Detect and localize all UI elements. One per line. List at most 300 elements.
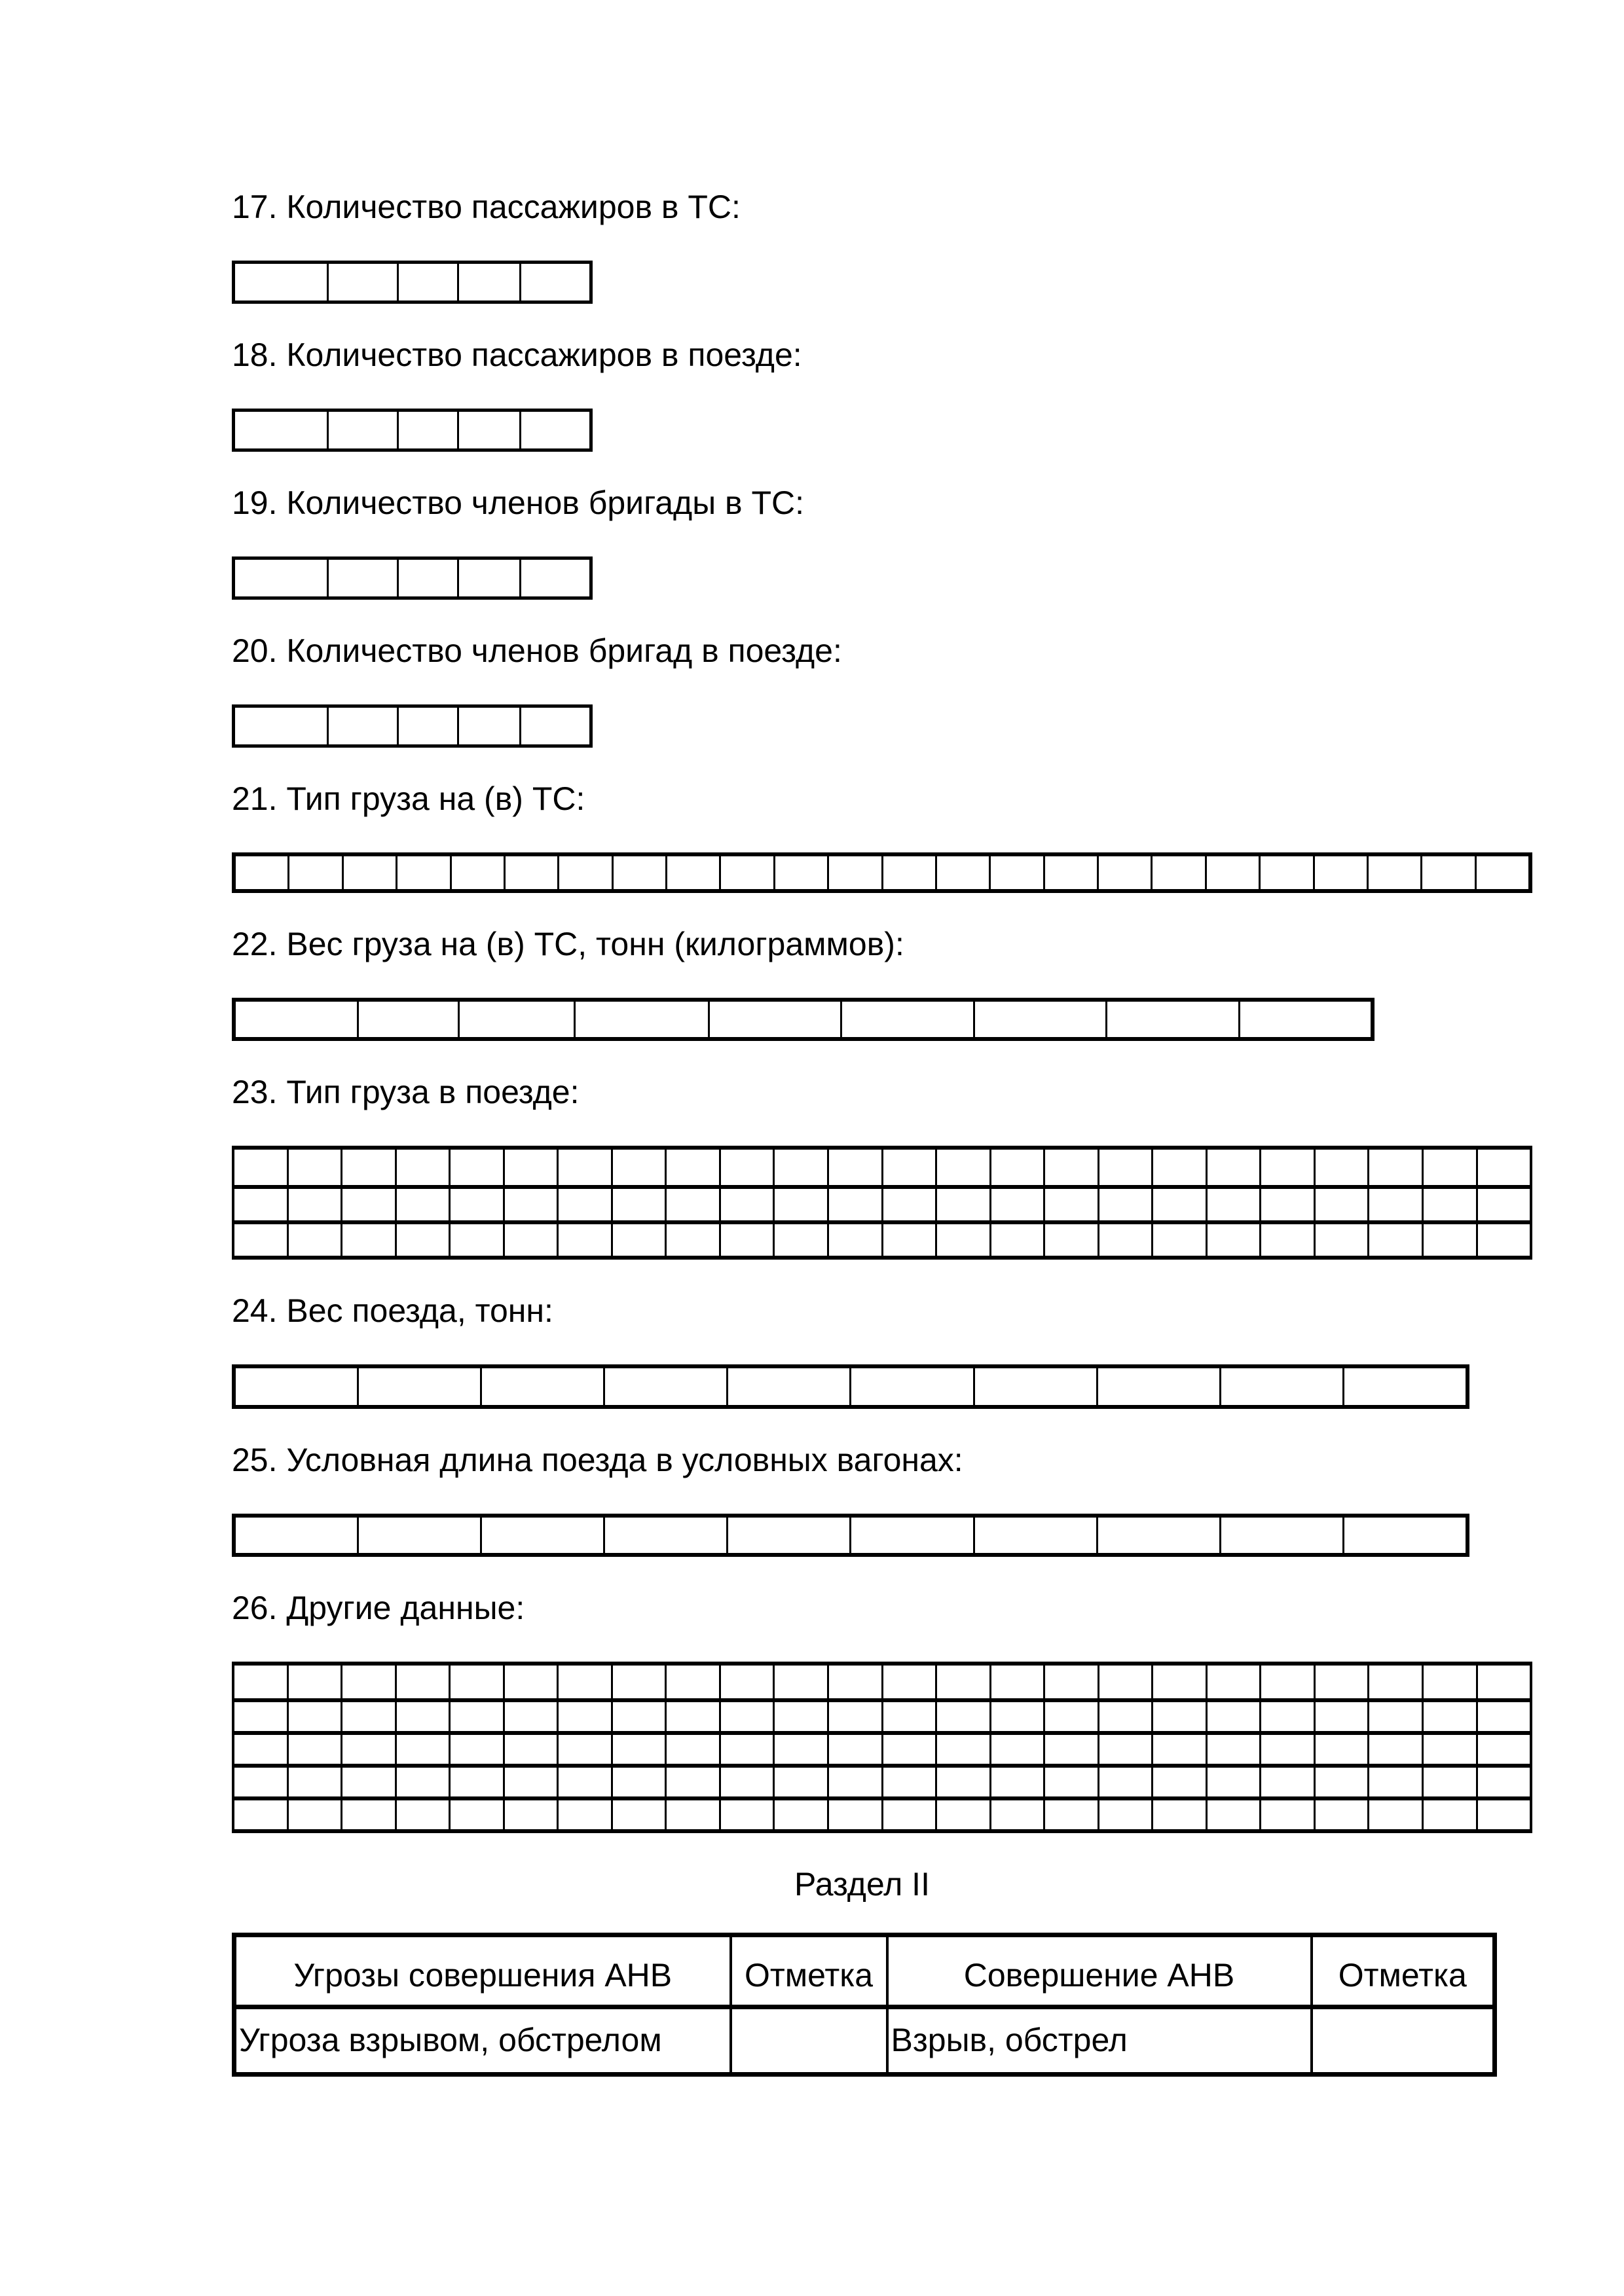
char-cell[interactable] bbox=[1099, 1666, 1154, 1698]
char-cell[interactable] bbox=[521, 264, 589, 301]
char-cell[interactable] bbox=[342, 1702, 397, 1731]
char-cell[interactable] bbox=[289, 1150, 343, 1185]
char-cell[interactable] bbox=[1045, 1150, 1099, 1185]
char-cell[interactable] bbox=[342, 1735, 397, 1764]
char-cell[interactable] bbox=[451, 1666, 505, 1698]
form-item bbox=[232, 1591, 1624, 1833]
char-cell[interactable] bbox=[721, 1189, 775, 1220]
char-cell[interactable] bbox=[775, 1702, 829, 1731]
col-header-mark-1: Отметка bbox=[731, 1935, 887, 2007]
char-cell[interactable] bbox=[614, 856, 667, 889]
form-item bbox=[232, 1294, 1624, 1409]
char-cell[interactable] bbox=[397, 1150, 451, 1185]
char-cell[interactable] bbox=[399, 412, 459, 448]
grid-row bbox=[236, 1368, 1466, 1405]
char-cell[interactable] bbox=[235, 708, 329, 744]
char-cell[interactable] bbox=[234, 1768, 289, 1796]
char-cell[interactable] bbox=[505, 1189, 559, 1220]
char-cell[interactable] bbox=[1261, 1666, 1316, 1698]
char-cell[interactable] bbox=[1208, 1224, 1262, 1256]
char-cell[interactable] bbox=[613, 1150, 667, 1185]
char-cell[interactable] bbox=[397, 1224, 451, 1256]
char-cell[interactable] bbox=[775, 1768, 829, 1796]
char-cell[interactable] bbox=[667, 1768, 721, 1796]
char-cell[interactable] bbox=[1369, 1735, 1424, 1764]
char-cell[interactable] bbox=[234, 1800, 289, 1829]
char-cell[interactable] bbox=[1099, 856, 1153, 889]
char-cell[interactable] bbox=[605, 1518, 728, 1553]
char-cell[interactable] bbox=[667, 1189, 721, 1220]
table-header-row bbox=[234, 1935, 1495, 2007]
char-cell[interactable] bbox=[505, 1768, 559, 1796]
char-cell[interactable] bbox=[235, 264, 329, 301]
form-item bbox=[232, 338, 1624, 452]
char-cell[interactable] bbox=[451, 1800, 505, 1829]
char-cell[interactable] bbox=[482, 1368, 605, 1405]
char-cell[interactable] bbox=[359, 1518, 482, 1553]
char-cell[interactable] bbox=[991, 1702, 1046, 1731]
char-cell[interactable] bbox=[1208, 1735, 1262, 1764]
char-cell[interactable] bbox=[937, 1666, 991, 1698]
char-cell[interactable] bbox=[289, 1768, 343, 1796]
char-cell[interactable] bbox=[1045, 1702, 1099, 1731]
char-cell[interactable] bbox=[613, 1768, 667, 1796]
char-cell[interactable] bbox=[721, 856, 775, 889]
char-cell[interactable] bbox=[1424, 1224, 1478, 1256]
char-cell[interactable] bbox=[234, 1735, 289, 1764]
char-cell[interactable] bbox=[937, 1735, 991, 1764]
char-cell[interactable] bbox=[1369, 1702, 1424, 1731]
char-cell[interactable] bbox=[667, 1666, 721, 1698]
char-cell[interactable] bbox=[1153, 1150, 1208, 1185]
char-cell[interactable] bbox=[1045, 1224, 1099, 1256]
char-cell[interactable] bbox=[613, 1224, 667, 1256]
col-header-mark-2: Отметка bbox=[1312, 1935, 1495, 2007]
char-cell[interactable] bbox=[613, 1702, 667, 1731]
char-cell[interactable] bbox=[451, 1189, 505, 1220]
char-cell[interactable] bbox=[559, 1224, 613, 1256]
char-cell[interactable] bbox=[829, 1150, 883, 1185]
grid-row bbox=[236, 1518, 1466, 1553]
char-cell[interactable] bbox=[1316, 1768, 1370, 1796]
char-cell[interactable] bbox=[289, 1224, 343, 1256]
char-cell[interactable] bbox=[1099, 1702, 1154, 1731]
char-cell[interactable] bbox=[1208, 1800, 1262, 1829]
char-cell[interactable] bbox=[1261, 856, 1314, 889]
char-cell[interactable] bbox=[1344, 1518, 1466, 1553]
char-cell[interactable] bbox=[344, 856, 397, 889]
char-cell[interactable] bbox=[235, 412, 329, 448]
char-cell[interactable] bbox=[1221, 1368, 1344, 1405]
char-cell[interactable] bbox=[667, 1224, 721, 1256]
char-cell[interactable] bbox=[883, 1224, 938, 1256]
act-mark-cell[interactable] bbox=[1312, 2007, 1495, 2075]
char-cell[interactable] bbox=[728, 1518, 851, 1553]
char-cell[interactable] bbox=[991, 1189, 1046, 1220]
char-cell[interactable] bbox=[359, 1002, 460, 1037]
char-cell[interactable] bbox=[883, 1800, 938, 1829]
threat-mark-cell[interactable] bbox=[731, 2007, 887, 2075]
char-cell[interactable] bbox=[829, 856, 883, 889]
char-cell[interactable] bbox=[289, 856, 343, 889]
char-cell[interactable] bbox=[1099, 1150, 1154, 1185]
char-cell[interactable] bbox=[342, 1666, 397, 1698]
char-cell[interactable] bbox=[289, 1800, 343, 1829]
char-cell[interactable] bbox=[459, 560, 521, 596]
char-cell[interactable] bbox=[613, 1666, 667, 1698]
char-cell[interactable] bbox=[991, 1735, 1046, 1764]
grid-row bbox=[234, 1220, 1530, 1256]
char-cell[interactable] bbox=[1316, 1189, 1370, 1220]
char-cell[interactable] bbox=[991, 1666, 1046, 1698]
char-cell[interactable] bbox=[1208, 1666, 1262, 1698]
char-cell[interactable] bbox=[1478, 1768, 1530, 1796]
char-cell[interactable] bbox=[559, 1800, 613, 1829]
char-cell[interactable] bbox=[559, 1666, 613, 1698]
char-cell[interactable] bbox=[521, 560, 589, 596]
char-cell[interactable] bbox=[397, 1702, 451, 1731]
char-cell[interactable] bbox=[1316, 1735, 1370, 1764]
char-cell[interactable] bbox=[829, 1768, 883, 1796]
char-cell[interactable] bbox=[235, 560, 329, 596]
char-cell[interactable] bbox=[775, 1800, 829, 1829]
char-cell[interactable] bbox=[329, 708, 399, 744]
char-cell[interactable] bbox=[1424, 1189, 1478, 1220]
char-cell[interactable] bbox=[991, 1224, 1046, 1256]
char-cell[interactable] bbox=[721, 1800, 775, 1829]
char-cell[interactable] bbox=[521, 708, 589, 744]
char-cell[interactable] bbox=[505, 1800, 559, 1829]
char-cell[interactable] bbox=[1153, 1702, 1208, 1731]
char-cell[interactable] bbox=[1045, 1189, 1099, 1220]
char-cell[interactable] bbox=[1107, 1002, 1240, 1037]
char-cell[interactable] bbox=[1153, 1189, 1208, 1220]
char-cell[interactable] bbox=[1045, 1800, 1099, 1829]
char-cell[interactable] bbox=[1261, 1702, 1316, 1731]
char-cell[interactable] bbox=[829, 1666, 883, 1698]
char-cell[interactable] bbox=[991, 856, 1044, 889]
char-cell[interactable] bbox=[1316, 1702, 1370, 1731]
char-cell[interactable] bbox=[775, 1735, 829, 1764]
char-cell[interactable] bbox=[937, 1224, 991, 1256]
char-cell[interactable] bbox=[451, 1224, 505, 1256]
char-cell[interactable] bbox=[234, 1666, 289, 1698]
char-cell[interactable] bbox=[1369, 1150, 1424, 1185]
char-cell[interactable] bbox=[342, 1189, 397, 1220]
form-item bbox=[232, 190, 1624, 304]
grid-row bbox=[235, 412, 589, 448]
char-cell[interactable] bbox=[399, 264, 459, 301]
char-cell[interactable] bbox=[1098, 1518, 1221, 1553]
char-cell[interactable] bbox=[883, 1189, 938, 1220]
char-cell[interactable] bbox=[289, 1735, 343, 1764]
char-cell[interactable] bbox=[1261, 1800, 1316, 1829]
char-cell[interactable] bbox=[775, 1189, 829, 1220]
threat-label-cell: Угроза взрывом, обстрелом bbox=[239, 2022, 662, 2058]
char-cell[interactable] bbox=[1422, 856, 1476, 889]
char-cell[interactable] bbox=[397, 1800, 451, 1829]
col-header-threats: Угрозы совершения АНВ bbox=[234, 1935, 731, 2007]
char-cell[interactable] bbox=[605, 1368, 728, 1405]
char-cell[interactable] bbox=[397, 1189, 451, 1220]
char-cell[interactable] bbox=[991, 1768, 1046, 1796]
char-cell[interactable] bbox=[342, 1224, 397, 1256]
char-cell[interactable] bbox=[397, 856, 451, 889]
char-cell[interactable] bbox=[842, 1002, 975, 1037]
char-cell[interactable] bbox=[851, 1518, 974, 1553]
char-cell[interactable] bbox=[397, 1666, 451, 1698]
field-label: 17. Количество пассажиров в ТС: bbox=[232, 189, 741, 225]
char-cell[interactable] bbox=[1261, 1768, 1316, 1796]
char-cell[interactable] bbox=[937, 1189, 991, 1220]
char-cell[interactable] bbox=[1045, 1735, 1099, 1764]
char-cell[interactable] bbox=[1221, 1518, 1344, 1553]
char-cell[interactable] bbox=[234, 1150, 289, 1185]
char-cell[interactable] bbox=[1261, 1189, 1316, 1220]
char-cell[interactable] bbox=[1153, 1666, 1208, 1698]
char-cell[interactable] bbox=[1424, 1735, 1478, 1764]
char-cell[interactable] bbox=[1153, 1800, 1208, 1829]
char-cell[interactable] bbox=[883, 1768, 938, 1796]
char-cell[interactable] bbox=[1316, 1800, 1370, 1829]
char-cell[interactable] bbox=[721, 1768, 775, 1796]
char-cell[interactable] bbox=[1153, 1735, 1208, 1764]
char-cell[interactable] bbox=[459, 264, 521, 301]
char-cell[interactable] bbox=[234, 1189, 289, 1220]
table-row bbox=[234, 2007, 1495, 2075]
char-cell[interactable] bbox=[975, 1002, 1107, 1037]
char-cell[interactable] bbox=[937, 1800, 991, 1829]
char-cell[interactable] bbox=[329, 264, 399, 301]
char-cell[interactable] bbox=[667, 1150, 721, 1185]
char-cell[interactable] bbox=[775, 1224, 829, 1256]
char-cell[interactable] bbox=[851, 1368, 974, 1405]
anv-table bbox=[232, 1933, 1497, 2077]
char-cell[interactable] bbox=[289, 1666, 343, 1698]
char-cell[interactable] bbox=[1208, 1189, 1262, 1220]
char-cell[interactable] bbox=[506, 856, 559, 889]
char-cell[interactable] bbox=[1099, 1768, 1154, 1796]
char-cell[interactable] bbox=[1369, 1800, 1424, 1829]
char-cell[interactable] bbox=[1369, 856, 1422, 889]
char-cell[interactable] bbox=[342, 1150, 397, 1185]
field-label: 19. Количество членов бригады в ТС: bbox=[232, 484, 805, 521]
char-cell[interactable] bbox=[775, 1150, 829, 1185]
char-cell[interactable] bbox=[397, 1768, 451, 1796]
char-cell[interactable] bbox=[1316, 1224, 1370, 1256]
char-cell[interactable] bbox=[1045, 1666, 1099, 1698]
char-cell[interactable] bbox=[329, 412, 399, 448]
char-cell[interactable] bbox=[1477, 856, 1528, 889]
field-label: 22. Вес груза на (в) ТС, тонн (килограммов): bbox=[232, 926, 904, 962]
char-cell[interactable] bbox=[451, 1150, 505, 1185]
char-cell[interactable] bbox=[505, 1666, 559, 1698]
char-cell[interactable] bbox=[829, 1189, 883, 1220]
char-cell[interactable] bbox=[505, 1150, 559, 1185]
char-cell[interactable] bbox=[975, 1368, 1098, 1405]
char-cell[interactable] bbox=[1369, 1224, 1424, 1256]
char-cell[interactable] bbox=[1099, 1189, 1154, 1220]
char-cell[interactable] bbox=[1478, 1735, 1530, 1764]
char-cell[interactable] bbox=[728, 1368, 851, 1405]
act-label-cell: Взрыв, обстрел bbox=[887, 2007, 1312, 2075]
char-cell[interactable] bbox=[710, 1002, 842, 1037]
char-cell[interactable] bbox=[459, 708, 521, 744]
char-cell[interactable] bbox=[1315, 856, 1369, 889]
char-cell[interactable] bbox=[667, 1800, 721, 1829]
char-cell[interactable] bbox=[342, 1800, 397, 1829]
char-cell[interactable] bbox=[1424, 1702, 1478, 1731]
char-cell[interactable] bbox=[1153, 1224, 1208, 1256]
field-label: 25. Условная длина поезда в условных вагонах: bbox=[232, 1442, 963, 1478]
char-cell[interactable] bbox=[559, 1150, 613, 1185]
char-cell[interactable] bbox=[1208, 1702, 1262, 1731]
char-cell[interactable] bbox=[1424, 1800, 1478, 1829]
char-cell[interactable] bbox=[613, 1189, 667, 1220]
char-cell[interactable] bbox=[1478, 1666, 1530, 1698]
char-cell[interactable] bbox=[829, 1735, 883, 1764]
char-cell[interactable] bbox=[359, 1368, 482, 1405]
char-cell[interactable] bbox=[505, 1224, 559, 1256]
char-cell[interactable] bbox=[991, 1800, 1046, 1829]
char-cell[interactable] bbox=[721, 1702, 775, 1731]
char-cell[interactable] bbox=[1153, 1768, 1208, 1796]
grid-row bbox=[234, 1185, 1530, 1220]
char-cell[interactable] bbox=[1369, 1768, 1424, 1796]
char-cell[interactable] bbox=[883, 1735, 938, 1764]
char-grid bbox=[232, 409, 593, 452]
char-cell[interactable] bbox=[397, 1735, 451, 1764]
char-cell[interactable] bbox=[1478, 1800, 1530, 1829]
char-cell[interactable] bbox=[721, 1224, 775, 1256]
char-cell[interactable] bbox=[399, 708, 459, 744]
char-cell[interactable] bbox=[459, 412, 521, 448]
char-cell[interactable] bbox=[775, 856, 829, 889]
char-cell[interactable] bbox=[559, 1735, 613, 1764]
char-cell[interactable] bbox=[451, 1735, 505, 1764]
char-cell[interactable] bbox=[1424, 1150, 1478, 1185]
char-cell[interactable] bbox=[937, 1150, 991, 1185]
char-cell[interactable] bbox=[559, 856, 613, 889]
char-cell[interactable] bbox=[1098, 1368, 1221, 1405]
char-cell[interactable] bbox=[1344, 1368, 1466, 1405]
char-cell[interactable] bbox=[937, 1768, 991, 1796]
char-cell[interactable] bbox=[505, 1702, 559, 1731]
char-cell[interactable] bbox=[1208, 1768, 1262, 1796]
char-cell[interactable] bbox=[613, 1735, 667, 1764]
char-cell[interactable] bbox=[1099, 1224, 1154, 1256]
char-cell[interactable] bbox=[451, 1702, 505, 1731]
char-cell[interactable] bbox=[721, 1666, 775, 1698]
char-cell[interactable] bbox=[234, 1224, 289, 1256]
char-cell[interactable] bbox=[1045, 1768, 1099, 1796]
char-cell[interactable] bbox=[1316, 1666, 1370, 1698]
char-cell[interactable] bbox=[1369, 1189, 1424, 1220]
char-cell[interactable] bbox=[236, 856, 289, 889]
char-cell[interactable] bbox=[1099, 1800, 1154, 1829]
char-cell[interactable] bbox=[883, 1666, 938, 1698]
char-cell[interactable] bbox=[1261, 1735, 1316, 1764]
char-cell[interactable] bbox=[1478, 1150, 1530, 1185]
char-cell[interactable] bbox=[883, 856, 937, 889]
char-cell[interactable] bbox=[482, 1518, 605, 1553]
char-cell[interactable] bbox=[451, 1768, 505, 1796]
field-label: 20. Количество членов бригад в поезде: bbox=[232, 632, 842, 669]
char-cell[interactable] bbox=[975, 1518, 1098, 1553]
char-cell[interactable] bbox=[667, 1702, 721, 1731]
char-cell[interactable] bbox=[1369, 1666, 1424, 1698]
char-cell[interactable] bbox=[289, 1702, 343, 1731]
char-cell[interactable] bbox=[829, 1800, 883, 1829]
char-cell[interactable] bbox=[1478, 1224, 1530, 1256]
char-grid bbox=[232, 261, 593, 304]
char-cell[interactable] bbox=[1261, 1224, 1316, 1256]
char-cell[interactable] bbox=[667, 856, 721, 889]
char-cell[interactable] bbox=[613, 1800, 667, 1829]
grid-row bbox=[234, 1764, 1530, 1796]
char-cell[interactable] bbox=[236, 1518, 359, 1553]
char-cell[interactable] bbox=[1478, 1702, 1530, 1731]
grid-row bbox=[236, 1002, 1371, 1037]
field-label: 26. Другие данные: bbox=[232, 1590, 525, 1626]
char-cell[interactable] bbox=[883, 1150, 938, 1185]
char-cell[interactable] bbox=[721, 1150, 775, 1185]
char-cell[interactable] bbox=[559, 1768, 613, 1796]
form-item bbox=[232, 1443, 1624, 1557]
grid-row bbox=[235, 560, 589, 596]
char-cell[interactable] bbox=[1208, 1150, 1262, 1185]
char-cell[interactable] bbox=[937, 856, 991, 889]
char-cell[interactable] bbox=[559, 1702, 613, 1731]
char-cell[interactable] bbox=[236, 1002, 359, 1037]
grid-row bbox=[236, 856, 1528, 889]
char-cell[interactable] bbox=[399, 560, 459, 596]
char-cell[interactable] bbox=[289, 1189, 343, 1220]
char-cell[interactable] bbox=[1424, 1768, 1478, 1796]
char-cell[interactable] bbox=[667, 1735, 721, 1764]
grid-row bbox=[234, 1698, 1530, 1731]
char-cell[interactable] bbox=[991, 1150, 1046, 1185]
char-grid bbox=[232, 1146, 1532, 1260]
char-cell[interactable] bbox=[236, 1368, 359, 1405]
char-cell[interactable] bbox=[559, 1189, 613, 1220]
char-cell[interactable] bbox=[460, 1002, 576, 1037]
char-cell[interactable] bbox=[329, 560, 399, 596]
char-cell[interactable] bbox=[937, 1702, 991, 1731]
char-cell[interactable] bbox=[775, 1666, 829, 1698]
char-cell[interactable] bbox=[1261, 1150, 1316, 1185]
char-cell[interactable] bbox=[1207, 856, 1261, 889]
char-cell[interactable] bbox=[342, 1768, 397, 1796]
char-cell[interactable] bbox=[521, 412, 589, 448]
char-cell[interactable] bbox=[829, 1224, 883, 1256]
char-cell[interactable] bbox=[505, 1735, 559, 1764]
char-cell[interactable] bbox=[829, 1702, 883, 1731]
char-cell[interactable] bbox=[234, 1702, 289, 1731]
char-cell[interactable] bbox=[452, 856, 506, 889]
char-cell[interactable] bbox=[883, 1702, 938, 1731]
char-cell[interactable] bbox=[1424, 1666, 1478, 1698]
char-cell[interactable] bbox=[721, 1735, 775, 1764]
char-cell[interactable] bbox=[1316, 1150, 1370, 1185]
char-cell[interactable] bbox=[1153, 856, 1206, 889]
char-cell[interactable] bbox=[1099, 1735, 1154, 1764]
char-cell[interactable] bbox=[576, 1002, 709, 1037]
char-cell[interactable] bbox=[1478, 1189, 1530, 1220]
grid-row bbox=[234, 1666, 1530, 1698]
char-cell[interactable] bbox=[1045, 856, 1099, 889]
char-cell[interactable] bbox=[1240, 1002, 1371, 1037]
